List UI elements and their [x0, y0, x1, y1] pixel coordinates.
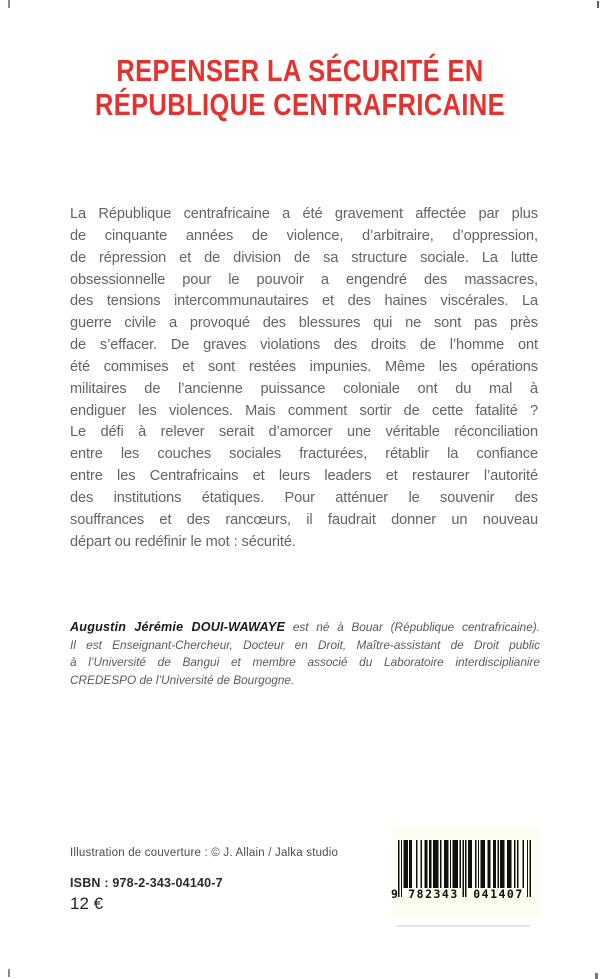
synopsis-line: La République centrafricaine a été gravement affectée par plus [70, 206, 538, 222]
bio-line-rest: est né à Bouar (République centrafricaine). [285, 620, 540, 634]
synopsis-line: départ ou redéfinir le mot : sécurité. [70, 533, 296, 550]
bio-line [70, 619, 540, 637]
bio-line: à l’Université de Bangui et membre associé du Laboratoire interdisciplianire [70, 655, 540, 670]
barcode-digit-left: 9 [391, 887, 398, 901]
illustration-credit: Illustration de couverture : © J. Allain / Jalka studio [70, 847, 339, 859]
synopsis-line: des institutions étatiques. Pour atténuer le souvenir des [70, 489, 538, 506]
crop-mark-top-left [8, 0, 10, 8]
crop-mark-bottom-right [595, 973, 598, 979]
synopsis-line: obsessionnelle pour le pouvoir a engendré des massacres, [70, 271, 538, 288]
synopsis-line: de s’effacer. De graves violations des droits de l’homme ont [70, 337, 538, 354]
page-title [0, 54, 600, 122]
synopsis-line: guerre civile a provoqué des blessures qui ne sont pas près [70, 315, 538, 332]
synopsis-line: Le défi à relever serait d’amorcer une véritable réconciliation [70, 424, 538, 441]
synopsis-line: été commises et sont restées impunies. Même les opérations [70, 358, 538, 375]
synopsis-line: entre les Centrafricains et leurs leaders et restaurer l’autorité [70, 468, 538, 485]
synopsis-line: entre les couches sociales fracturées, rétablir la confiance [70, 446, 538, 463]
synopsis-line: souffrances et des rancœurs, il faudrait donner un nouveau [70, 511, 538, 528]
synopsis-line: endiguer les violences. Mais comment sortir de cette fatalité ? [70, 402, 538, 419]
synopsis-paragraph [70, 204, 538, 554]
crop-mark-bottom-left [8, 969, 10, 977]
isbn-label: ISBN : 978-2-343-04140-7 [70, 876, 223, 890]
synopsis-line: de répression et de division de sa structure sociale. La lutte [70, 249, 538, 266]
bio-line: Il est Enseignant-Chercheur, Docteur en Droit, Maître-assistant de Droit public [70, 637, 540, 652]
price-label: 12 € [70, 894, 104, 913]
synopsis-line: militaires de l’ancienne puissance coloniale ont du mal à [70, 380, 538, 397]
crop-mark-top-right [597, 1, 599, 8]
barcode-digits-right-group: 041407 [473, 887, 524, 901]
author-bio [70, 619, 540, 689]
barcode-shadow [396, 925, 530, 927]
bio-line: CREDESPO de l’Université de Bourgogne. [70, 672, 295, 687]
synopsis-line: de cinquante années de violence, d’arbitraire, d’oppression, [70, 227, 538, 244]
title-line-2: RÉPUBLIQUE CENTRAFRICAINE [95, 87, 505, 122]
ean13-barcode [392, 827, 540, 917]
synopsis-line: des tensions intercommunautaires et des haines viscérales. La [70, 293, 538, 310]
author-name: Augustin Jérémie DOUI-WAWAYE [70, 620, 286, 634]
barcode-digits-left-group: 782343 [408, 887, 459, 901]
title-line-1: REPENSER LA SÉCURITÉ EN [116, 53, 484, 88]
